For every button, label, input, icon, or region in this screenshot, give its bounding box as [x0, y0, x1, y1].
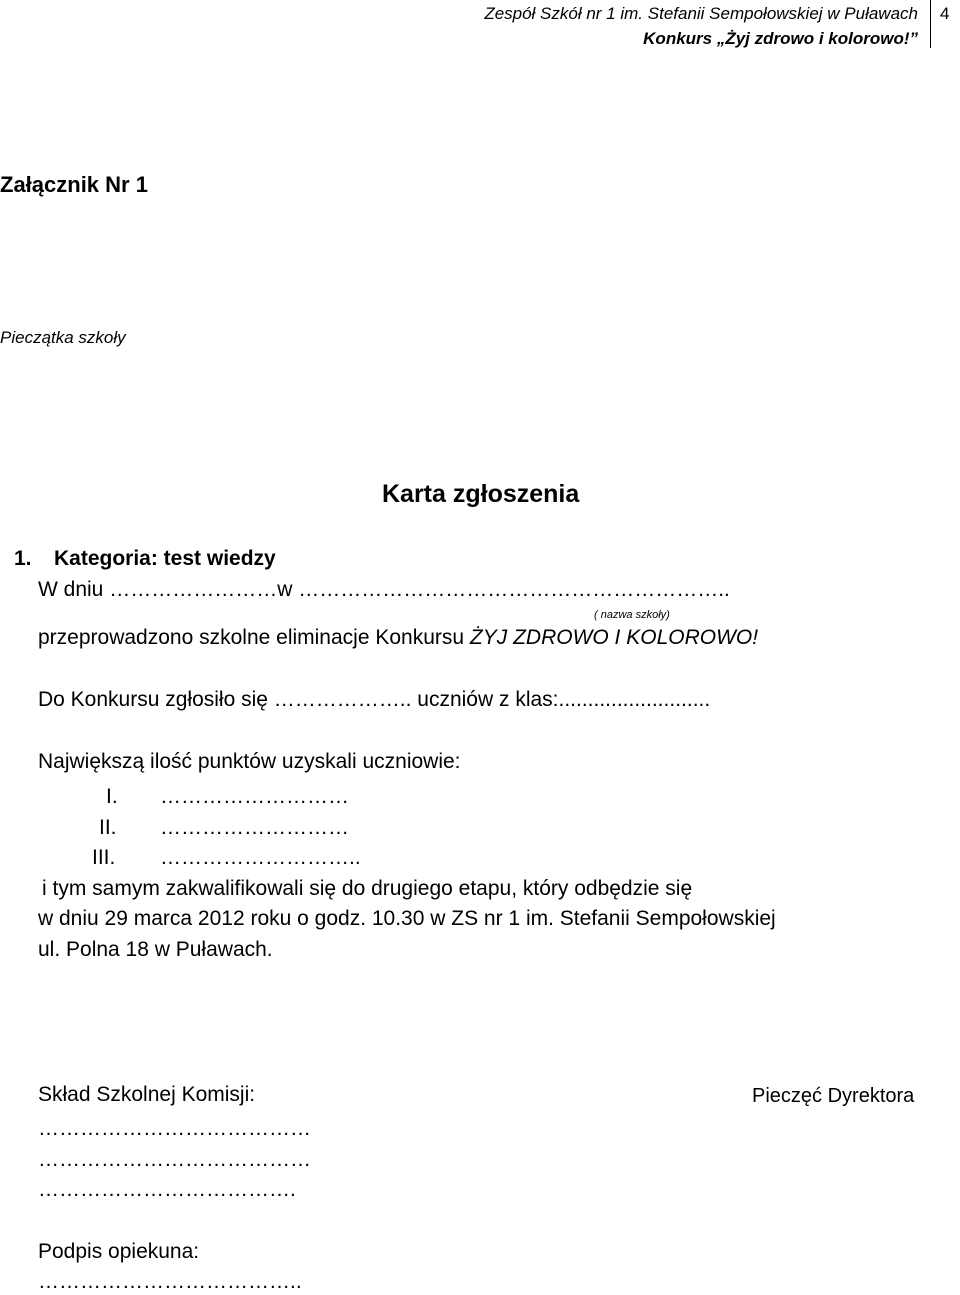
commission-signature-line: ………………………………. [38, 1178, 296, 1201]
date-place-field: W dniu ……………………w …………………………………………………….. [38, 578, 730, 601]
contest-name-italic: ŻYJ ZDROWO I KOLOROWO! [469, 626, 759, 649]
director-stamp-label: Pieczęć Dyrektora [752, 1085, 915, 1107]
top-students-label: Największą ilość punktów uzyskali uczniowie: [38, 750, 461, 773]
header-contest-name: Konkurs „Żyj zdrowo i kolorowo!” [643, 29, 918, 48]
category-number: 1. [14, 547, 32, 570]
rank-dots: ……………………… [160, 816, 349, 839]
header-school-name: Zespół Szkół nr 1 im. Stefanii Sempołowskiej w Puławach [484, 4, 918, 23]
page-number: 4 [940, 4, 950, 23]
elimination-text: przeprowadzono szkolne eliminacje Konkursu [38, 626, 470, 649]
registered-students-field: Do Konkursu zgłosiło się ……………….. uczniów z klas:.......................... [38, 688, 711, 711]
rank-numeral: II. [99, 816, 117, 839]
rank-numeral: III. [92, 846, 116, 869]
rank-dots: ……………………… [160, 785, 349, 808]
rank-dots: ……………………….. [160, 846, 361, 869]
rank-numeral: I. [106, 785, 118, 808]
form-title: Karta zgłoszenia [382, 480, 580, 508]
header-divider [930, 0, 931, 48]
guardian-signature-label: Podpis opiekuna: [38, 1240, 200, 1263]
school-name-hint: ( nazwa szkoły) [594, 609, 670, 621]
qualification-line: i tym samym zakwalifikowali się do drugiego etapu, który odbędzie się [42, 877, 693, 900]
guardian-signature-line: ……………………………….. [38, 1270, 302, 1293]
category-label: Kategoria: test wiedzy [54, 547, 276, 570]
commission-signature-line: ………………………………… [38, 1117, 311, 1140]
commission-label: Skład Szkolnej Komisji: [38, 1083, 256, 1106]
commission-signature-line: ………………………………… [38, 1148, 311, 1171]
qualification-line: w dniu 29 marca 2012 roku o godz. 10.30 w ZS nr 1 im. Stefanii Sempołowskiej [38, 907, 776, 930]
annex-title: Załącznik Nr 1 [0, 172, 148, 197]
elimination-statement [38, 626, 758, 650]
qualification-line: ul. Polna 18 w Puławach. [38, 938, 273, 961]
school-stamp-label: Pieczątka szkoły [0, 328, 126, 347]
